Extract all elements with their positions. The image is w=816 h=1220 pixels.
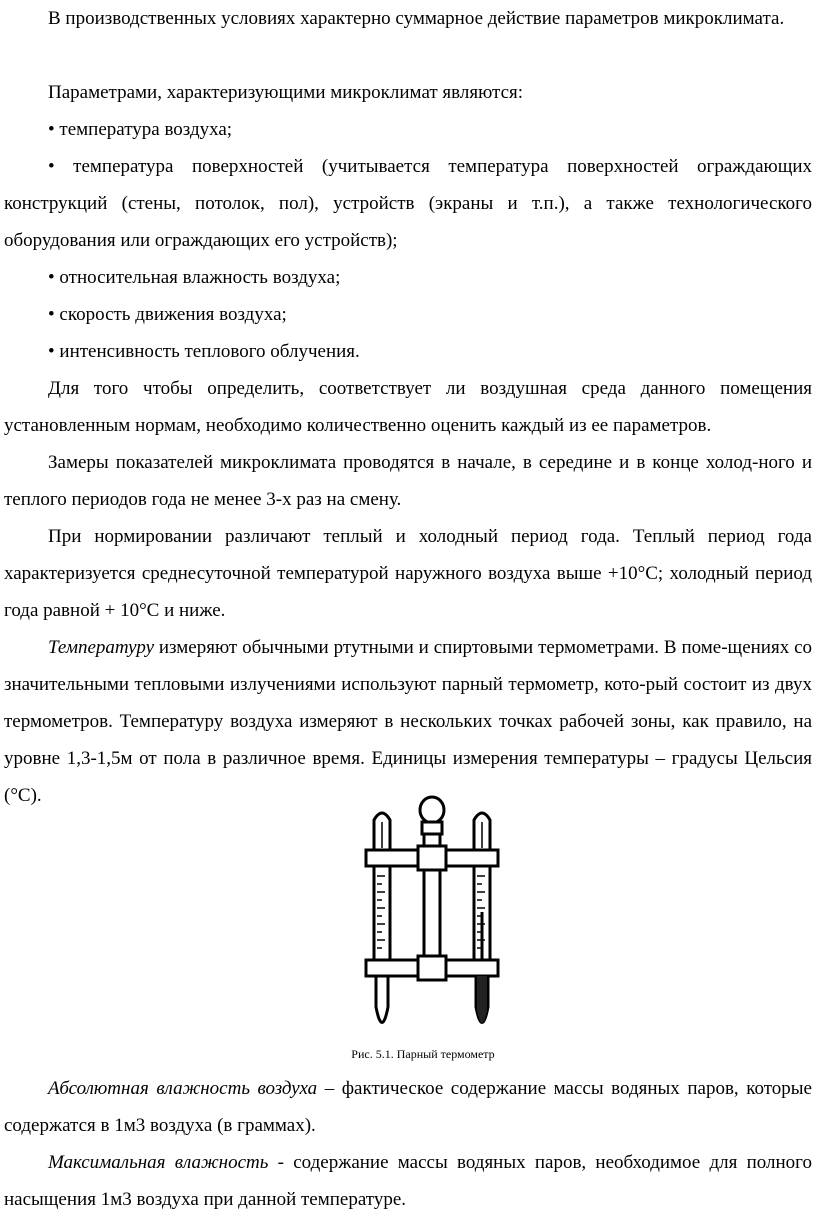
paragraph-temperature [4, 629, 812, 814]
temperature-text: измеряют обычными ртутными и спиртовыми термометрами. В поме-щениях со значительными тепловыми излучениями используют парный термометр, кото-рый состоит из двух термометров. Температуру воздуха измеряют в нескольких точках рабочей зоны, как правило, на уровне 1,3-1,5м от пола в различное время. Единицы измерения температуры – градусы Цельсия (°С). [4, 637, 812, 806]
bullet-air-speed: • скорость движения воздуха; [48, 304, 287, 325]
paragraph-measurements: Замеры показателей микроклимата проводятся в начале, в середине и в конце холод-ного и теплого периодов года не менее 3-х раз на смену. [4, 452, 812, 510]
absolute-humidity-text: – фактическое содержание массы водяных паров, которые содержатся в 1м3 воздуха (в граммах). [4, 1078, 812, 1136]
bullet-air-temperature: • температура воздуха; [48, 119, 233, 140]
term-maximum-humidity: Максимальная влажность [48, 1152, 269, 1173]
paragraph-parameters-heading: Параметрами, характеризующими микроклимат являются: [48, 82, 524, 103]
paired-thermometer-figure [352, 792, 512, 1042]
maximum-humidity-text: - содержание массы водяных паров, необходимое для полного насыщения 1м3 воздуха при данной температуре. [4, 1152, 812, 1210]
paired-thermometer-illustration [352, 792, 512, 1042]
paragraph-intro: В производственных условиях характерно суммарное действие параметров микроклимата. [48, 8, 785, 29]
figure-caption: Рис. 5.1. Парный термометр [351, 1047, 495, 1061]
bullet-surface-temperature: • температура поверхностей (учитывается температура поверхностей ограждающих конструкций (стены, потолок, пол), устройств (экраны и т.п.), а также технологического оборудования или ограждающих его устройств); [4, 156, 812, 251]
paragraph-maximum-humidity [4, 1144, 812, 1218]
bullet-relative-humidity: • относительная влажность воздуха; [48, 267, 341, 288]
bullet-thermal-radiation: • интенсивность теплового облучения. [48, 341, 360, 362]
paragraph-norms: Для того чтобы определить, соответствует ли воздушная среда данного помещения установленным нормам, необходимо количественно оценить каждый из ее параметров. [4, 378, 812, 436]
paragraph-periods: При нормировании различают теплый и холодный период года. Теплый период года характеризуется среднесуточной температурой наружного воздуха выше +10°С; холодный период года равной + 10°С и ниже. [4, 526, 812, 621]
term-temperature: Температуру [48, 637, 155, 658]
paragraph-absolute-humidity [4, 1070, 812, 1144]
term-absolute-humidity: Абсолютная влажность воздуха [48, 1078, 318, 1099]
